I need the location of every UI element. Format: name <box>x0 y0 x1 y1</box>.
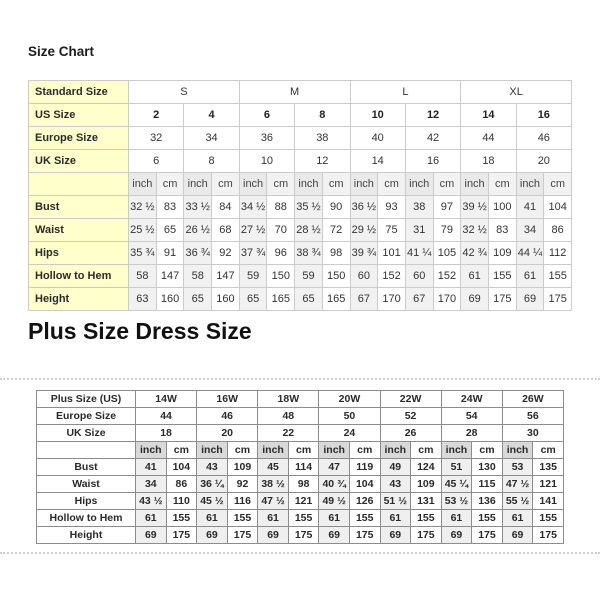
measure-value: 69 <box>136 527 167 544</box>
measure-value: 116 <box>227 493 258 510</box>
measure-value: 53 ½ <box>441 493 472 510</box>
size-value: 4 <box>184 104 239 127</box>
measure-value: 31 <box>405 219 433 242</box>
measure-value: 72 <box>322 219 350 242</box>
measure-value: 53 <box>502 459 533 476</box>
measure-value: 135 <box>533 459 564 476</box>
measure-value: 155 <box>488 265 516 288</box>
measure-value: 32 ½ <box>129 196 157 219</box>
measure-value: 40 ¾ <box>319 476 350 493</box>
measure-value: 126 <box>349 493 380 510</box>
row-label: UK Size <box>29 150 129 173</box>
measure-value: 170 <box>433 288 461 311</box>
measure-value: 155 <box>349 510 380 527</box>
measure-value: 70 <box>267 219 295 242</box>
measure-value: 83 <box>156 196 184 219</box>
measure-value: 69 <box>516 288 544 311</box>
measure-value: 150 <box>267 265 295 288</box>
measure-value: 115 <box>472 476 503 493</box>
size-value: 54 <box>441 408 502 425</box>
row-label: Height <box>29 288 129 311</box>
size-value: 24W <box>441 391 502 408</box>
measure-value: 69 <box>319 527 350 544</box>
size-value: 18 <box>136 425 197 442</box>
unit-header-cm: cm <box>267 173 295 196</box>
measure-value: 61 <box>197 510 228 527</box>
row-label: Hollow to Hem <box>37 510 136 527</box>
measure-value: 160 <box>156 288 184 311</box>
measure-value: 69 <box>441 527 472 544</box>
measure-value: 131 <box>411 493 442 510</box>
measure-value: 25 ½ <box>129 219 157 242</box>
measure-value: 141 <box>533 493 564 510</box>
unit-header-cm: cm <box>322 173 350 196</box>
unit-header-inch: inch <box>441 442 472 459</box>
unit-header-inch: inch <box>516 173 544 196</box>
measure-value: 29 ½ <box>350 219 378 242</box>
measure-value: 152 <box>378 265 406 288</box>
measure-value: 38 <box>405 196 433 219</box>
measure-value: 33 ½ <box>184 196 212 219</box>
measure-value: 60 <box>405 265 433 288</box>
size-value: 20 <box>516 150 571 173</box>
unit-header-cm: cm <box>472 442 503 459</box>
unit-header-inch: inch <box>380 442 411 459</box>
size-value: 12 <box>405 104 460 127</box>
measure-value: 49 <box>380 459 411 476</box>
measure-value: 75 <box>378 219 406 242</box>
standard-size-value: S <box>129 81 240 104</box>
measure-value: 37 ¾ <box>239 242 267 265</box>
size-value: 16W <box>197 391 258 408</box>
measure-value: 47 <box>319 459 350 476</box>
measure-value: 65 <box>184 288 212 311</box>
measure-value: 155 <box>544 265 572 288</box>
unit-header-inch: inch <box>258 442 289 459</box>
measure-value: 44 ¼ <box>516 242 544 265</box>
measure-value: 155 <box>288 510 319 527</box>
size-value: 46 <box>516 127 571 150</box>
measure-value: 109 <box>227 459 258 476</box>
measure-value: 28 ½ <box>295 219 323 242</box>
measure-value: 61 <box>319 510 350 527</box>
measure-value: 67 <box>350 288 378 311</box>
measure-value: 59 <box>239 265 267 288</box>
size-value: 26 <box>380 425 441 442</box>
measure-value: 83 <box>488 219 516 242</box>
measure-value: 61 <box>516 265 544 288</box>
measure-value: 43 <box>197 459 228 476</box>
standard-size-chart-table <box>28 80 572 311</box>
unit-header-cm: cm <box>488 173 516 196</box>
unit-header-cm: cm <box>166 442 197 459</box>
measure-value: 59 <box>295 265 323 288</box>
measure-value: 92 <box>212 242 240 265</box>
measure-value: 39 ½ <box>461 196 489 219</box>
plus-size-heading: Plus Size Dress Size <box>28 318 252 344</box>
unit-header-cm: cm <box>227 442 258 459</box>
measure-value: 34 ½ <box>239 196 267 219</box>
measure-value: 86 <box>544 219 572 242</box>
measure-value: 49 ½ <box>319 493 350 510</box>
size-chart-heading: Size Chart <box>28 44 95 59</box>
measure-value: 93 <box>378 196 406 219</box>
measure-value: 26 ½ <box>184 219 212 242</box>
measure-value: 34 <box>136 476 167 493</box>
measure-value: 43 <box>380 476 411 493</box>
unit-header-inch: inch <box>197 442 228 459</box>
size-value: 22 <box>258 425 319 442</box>
measure-value: 104 <box>544 196 572 219</box>
size-value: 14W <box>136 391 197 408</box>
unit-header-inch: inch <box>184 173 212 196</box>
size-value: 36 <box>239 127 294 150</box>
measure-value: 45 <box>258 459 289 476</box>
measure-value: 110 <box>166 493 197 510</box>
unit-header-cm: cm <box>411 442 442 459</box>
measure-value: 69 <box>258 527 289 544</box>
measure-value: 51 ½ <box>380 493 411 510</box>
unit-header-cm: cm <box>156 173 184 196</box>
measure-value: 96 <box>267 242 295 265</box>
measure-value: 65 <box>156 219 184 242</box>
measure-value: 47 ½ <box>502 476 533 493</box>
measure-value: 130 <box>472 459 503 476</box>
unit-header-inch: inch <box>136 442 167 459</box>
measure-value: 114 <box>288 459 319 476</box>
standard-size-value: M <box>239 81 350 104</box>
measure-value: 60 <box>350 265 378 288</box>
measure-value: 69 <box>380 527 411 544</box>
measure-value: 175 <box>544 288 572 311</box>
row-label: UK Size <box>37 425 136 442</box>
size-value: 56 <box>502 408 563 425</box>
size-value: 18 <box>461 150 516 173</box>
row-label: Hips <box>29 242 129 265</box>
standard-size-value: XL <box>461 81 572 104</box>
size-value: 44 <box>461 127 516 150</box>
row-label: Europe Size <box>37 408 136 425</box>
measure-value: 41 <box>136 459 167 476</box>
measure-value: 39 ¾ <box>350 242 378 265</box>
measure-value: 68 <box>212 219 240 242</box>
measure-value: 91 <box>156 242 184 265</box>
dotted-divider-top <box>0 378 600 380</box>
size-value: 6 <box>129 150 184 173</box>
size-value: 26W <box>502 391 563 408</box>
row-label: Waist <box>29 219 129 242</box>
row-label-standard-size: Standard Size <box>29 81 129 104</box>
unit-header-cm: cm <box>433 173 461 196</box>
measure-value: 61 <box>441 510 472 527</box>
measure-value: 63 <box>129 288 157 311</box>
measure-value: 165 <box>267 288 295 311</box>
measure-value: 147 <box>212 265 240 288</box>
size-value: 18W <box>258 391 319 408</box>
measure-value: 155 <box>411 510 442 527</box>
measure-value: 35 ½ <box>295 196 323 219</box>
measure-value: 42 ¾ <box>461 242 489 265</box>
measure-value: 88 <box>267 196 295 219</box>
measure-value: 100 <box>488 196 516 219</box>
row-label: Europe Size <box>29 127 129 150</box>
measure-value: 61 <box>136 510 167 527</box>
measure-value: 86 <box>166 476 197 493</box>
measure-value: 104 <box>166 459 197 476</box>
measure-value: 155 <box>472 510 503 527</box>
size-value: 50 <box>319 408 380 425</box>
measure-value: 121 <box>533 476 564 493</box>
measure-value: 98 <box>288 476 319 493</box>
measure-value: 104 <box>349 476 380 493</box>
measure-value: 155 <box>533 510 564 527</box>
unit-header-inch: inch <box>350 173 378 196</box>
row-label: Bust <box>29 196 129 219</box>
size-value: 10 <box>350 104 405 127</box>
size-value: 2 <box>129 104 184 127</box>
size-value: 22W <box>380 391 441 408</box>
row-label: US Size <box>29 104 129 127</box>
unit-header-inch: inch <box>295 173 323 196</box>
dotted-divider-bottom <box>0 552 600 554</box>
measure-value: 41 <box>516 196 544 219</box>
measure-value: 136 <box>472 493 503 510</box>
measure-value: 61 <box>380 510 411 527</box>
size-value: 52 <box>380 408 441 425</box>
unit-header-cm: cm <box>533 442 564 459</box>
measure-value: 160 <box>212 288 240 311</box>
size-value: 48 <box>258 408 319 425</box>
measure-value: 155 <box>166 510 197 527</box>
unit-header-inch: inch <box>239 173 267 196</box>
measure-value: 69 <box>461 288 489 311</box>
measure-value: 38 ½ <box>258 476 289 493</box>
unit-header-inch: inch <box>319 442 350 459</box>
measure-value: 65 <box>239 288 267 311</box>
size-value: 44 <box>136 408 197 425</box>
unit-header-inch: inch <box>502 442 533 459</box>
measure-value: 175 <box>349 527 380 544</box>
row-label: Hollow to Hem <box>29 265 129 288</box>
size-value: 12 <box>295 150 350 173</box>
measure-value: 175 <box>472 527 503 544</box>
row-label-empty <box>29 173 129 196</box>
measure-value: 41 ¼ <box>405 242 433 265</box>
standard-size-value: L <box>350 81 461 104</box>
measure-value: 43 ½ <box>136 493 167 510</box>
measure-value: 61 <box>461 265 489 288</box>
size-value: 14 <box>350 150 405 173</box>
measure-value: 112 <box>544 242 572 265</box>
measure-value: 165 <box>322 288 350 311</box>
measure-value: 84 <box>212 196 240 219</box>
measure-value: 175 <box>533 527 564 544</box>
measure-value: 61 <box>258 510 289 527</box>
measure-value: 170 <box>378 288 406 311</box>
row-label: Bust <box>37 459 136 476</box>
measure-value: 175 <box>288 527 319 544</box>
unit-header-inch: inch <box>461 173 489 196</box>
measure-value: 101 <box>378 242 406 265</box>
measure-value: 51 <box>441 459 472 476</box>
row-label: Hips <box>37 493 136 510</box>
measure-value: 45 ½ <box>197 493 228 510</box>
size-value: 28 <box>441 425 502 442</box>
measure-value: 36 ¼ <box>197 476 228 493</box>
size-value: 10 <box>239 150 294 173</box>
size-value: 8 <box>295 104 350 127</box>
measure-value: 121 <box>288 493 319 510</box>
size-value: 20W <box>319 391 380 408</box>
measure-value: 32 ½ <box>461 219 489 242</box>
unit-header-cm: cm <box>288 442 319 459</box>
measure-value: 175 <box>488 288 516 311</box>
measure-value: 47 ½ <box>258 493 289 510</box>
size-value: 6 <box>239 104 294 127</box>
measure-value: 98 <box>322 242 350 265</box>
measure-value: 67 <box>405 288 433 311</box>
measure-value: 175 <box>166 527 197 544</box>
measure-value: 36 ½ <box>350 196 378 219</box>
size-value: 32 <box>129 127 184 150</box>
measure-value: 58 <box>184 265 212 288</box>
measure-value: 61 <box>502 510 533 527</box>
measure-value: 79 <box>433 219 461 242</box>
plus-size-chart-table <box>36 390 564 544</box>
measure-value: 175 <box>227 527 258 544</box>
size-value: 16 <box>405 150 460 173</box>
size-value: 42 <box>405 127 460 150</box>
measure-value: 58 <box>129 265 157 288</box>
measure-value: 38 ¾ <box>295 242 323 265</box>
measure-value: 124 <box>411 459 442 476</box>
size-value: 40 <box>350 127 405 150</box>
row-label: Height <box>37 527 136 544</box>
measure-value: 150 <box>322 265 350 288</box>
size-value: 16 <box>516 104 571 127</box>
size-value: 24 <box>319 425 380 442</box>
size-value: 14 <box>461 104 516 127</box>
measure-value: 109 <box>488 242 516 265</box>
measure-value: 69 <box>502 527 533 544</box>
size-value: 30 <box>502 425 563 442</box>
measure-value: 55 ½ <box>502 493 533 510</box>
measure-value: 45 ¼ <box>441 476 472 493</box>
unit-header-cm: cm <box>349 442 380 459</box>
size-value: 38 <box>295 127 350 150</box>
row-label: Waist <box>37 476 136 493</box>
measure-value: 152 <box>433 265 461 288</box>
measure-value: 90 <box>322 196 350 219</box>
size-value: 8 <box>184 150 239 173</box>
measure-value: 34 <box>516 219 544 242</box>
measure-value: 65 <box>295 288 323 311</box>
unit-header-cm: cm <box>378 173 406 196</box>
unit-header-cm: cm <box>544 173 572 196</box>
measure-value: 35 ¾ <box>129 242 157 265</box>
row-label-empty <box>37 442 136 459</box>
measure-value: 147 <box>156 265 184 288</box>
measure-value: 175 <box>411 527 442 544</box>
measure-value: 69 <box>197 527 228 544</box>
unit-header-inch: inch <box>405 173 433 196</box>
measure-value: 155 <box>227 510 258 527</box>
measure-value: 36 ¾ <box>184 242 212 265</box>
measure-value: 105 <box>433 242 461 265</box>
measure-value: 97 <box>433 196 461 219</box>
measure-value: 119 <box>349 459 380 476</box>
size-value: 34 <box>184 127 239 150</box>
size-value: 46 <box>197 408 258 425</box>
size-value: 20 <box>197 425 258 442</box>
unit-header-inch: inch <box>129 173 157 196</box>
measure-value: 27 ½ <box>239 219 267 242</box>
measure-value: 92 <box>227 476 258 493</box>
row-label: Plus Size (US) <box>37 391 136 408</box>
unit-header-cm: cm <box>212 173 240 196</box>
measure-value: 109 <box>411 476 442 493</box>
